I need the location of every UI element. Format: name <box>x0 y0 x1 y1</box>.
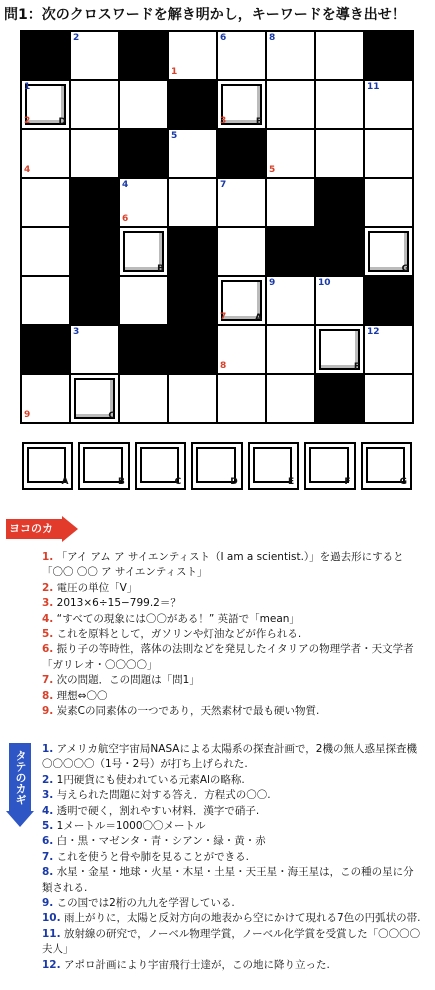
across-clue-number: 1 <box>171 67 178 77</box>
down-clue <box>42 896 422 911</box>
across-clue <box>42 689 422 704</box>
keyword-letter-box[interactable] <box>78 442 129 490</box>
grid-cell[interactable] <box>119 227 168 276</box>
grid-cell-black <box>21 31 70 80</box>
grid-cell[interactable] <box>217 276 266 325</box>
grid-cell[interactable] <box>217 178 266 227</box>
grid-cell[interactable] <box>168 31 217 80</box>
grid-cell[interactable] <box>364 227 413 276</box>
key-letter-label: F <box>353 362 360 372</box>
down-clue <box>42 850 422 865</box>
down-clue-number: 11 <box>367 82 380 92</box>
grid-cell-black <box>168 227 217 276</box>
keyword-letter-box[interactable] <box>191 442 242 490</box>
across-clue <box>42 642 422 673</box>
clue-number: 7. <box>42 850 54 863</box>
grid-cell-black <box>168 80 217 129</box>
grid-cell-black <box>266 227 315 276</box>
grid-cell[interactable] <box>70 129 119 178</box>
clue-text: これを原料として，ガソリンや灯油などが作られる. <box>56 628 302 641</box>
clue-text: 1円硬貨にも使われている元素Alの略称. <box>56 773 245 786</box>
clue-text: 白・黒・マゼンタ・青・シアン・緑・黄・赤 <box>56 835 266 848</box>
keyword-letter-inner <box>140 447 179 483</box>
clue-text: 与えられた問題に対する答え．方程式の〇〇. <box>56 789 271 802</box>
grid-cell-black <box>168 325 217 374</box>
across-clue-number: 4 <box>24 165 31 175</box>
grid-cell[interactable] <box>364 325 413 374</box>
down-clue <box>42 911 422 926</box>
keyword-letter-label: D <box>230 477 238 487</box>
grid-cell[interactable] <box>266 276 315 325</box>
grid-cell[interactable] <box>217 325 266 374</box>
clue-number: 8. <box>42 866 54 879</box>
across-clue <box>42 550 422 581</box>
grid-cell[interactable] <box>21 178 70 227</box>
grid-cell[interactable] <box>21 80 70 129</box>
crossword-grid <box>20 30 414 424</box>
across-clue <box>42 581 422 596</box>
grid-cell[interactable] <box>21 129 70 178</box>
grid-cell[interactable] <box>168 374 217 423</box>
grid-cell[interactable] <box>119 374 168 423</box>
down-clue <box>42 788 422 803</box>
grid-cell[interactable] <box>168 178 217 227</box>
across-clue <box>42 596 422 611</box>
grid-cell-black <box>364 276 413 325</box>
keyword-letter-box[interactable] <box>135 442 186 490</box>
keyword-letter-label: C <box>174 477 182 487</box>
keyword-letter-box[interactable] <box>304 442 355 490</box>
keyword-letter-label: B <box>117 477 125 487</box>
clue-number: 9. <box>42 705 54 718</box>
keyword-letter-box[interactable] <box>361 442 412 490</box>
grid-cell[interactable] <box>119 276 168 325</box>
down-clue <box>42 927 422 958</box>
grid-cell-black <box>70 276 119 325</box>
grid-cell-black <box>119 129 168 178</box>
down-clue <box>42 773 422 788</box>
key-letter-label: A <box>255 313 262 323</box>
across-clue-number: 6 <box>122 214 129 224</box>
clue-text: この国では2桁の九九を学習している. <box>56 897 235 910</box>
grid-cell-black <box>364 31 413 80</box>
down-clue <box>42 742 422 773</box>
down-clue-number: 6 <box>220 33 227 43</box>
down-clue <box>42 958 422 973</box>
down-clue-number: 1 <box>24 82 31 92</box>
across-label: ヨコのカギ <box>6 519 62 539</box>
down-clue <box>42 865 422 896</box>
grid-cell[interactable] <box>266 325 315 374</box>
grid-cell[interactable] <box>315 31 364 80</box>
across-clue-number: 9 <box>24 410 31 420</box>
down-clue <box>42 834 422 849</box>
clue-number: 6. <box>42 643 54 656</box>
grid-cell-black <box>119 31 168 80</box>
key-letter-label: G <box>401 264 409 274</box>
right-arrow-icon <box>62 516 78 542</box>
across-clue-number: 5 <box>269 165 276 175</box>
down-clue-number: 2 <box>73 33 80 43</box>
down-clue-number: 3 <box>73 327 80 337</box>
clue-text: 透明で硬く，割れやすい材料．漢字で硝子. <box>56 804 260 817</box>
grid-cell-black <box>217 129 266 178</box>
keyword-letter-box[interactable] <box>248 442 299 490</box>
clue-number: 5. <box>42 628 54 641</box>
keyword-letter-box[interactable] <box>22 442 73 490</box>
grid-cell[interactable] <box>266 178 315 227</box>
grid-cell[interactable] <box>364 80 413 129</box>
down-clue-number: 12 <box>367 327 380 337</box>
clue-text: 2013×6÷15−799.2＝？ <box>56 597 181 610</box>
across-clue-number: 3 <box>220 116 227 126</box>
down-clue-number: 7 <box>220 180 227 190</box>
grid-cell[interactable] <box>315 276 364 325</box>
clue-text: これを使うと骨や肺を見ることができる. <box>56 850 249 863</box>
grid-cell[interactable] <box>266 129 315 178</box>
down-clue <box>42 804 422 819</box>
across-clue-number: 2 <box>24 116 31 126</box>
grid-cell[interactable] <box>217 31 266 80</box>
puzzle-title: 問1：次のクロスワードを解き明かし，キーワードを導き出せ！ <box>4 7 406 23</box>
clue-text: 放射線の研究で，ノーベル物理学賞，ノーベル化学賞を受賞した「〇〇〇〇夫人」 <box>42 927 421 956</box>
keyword-letter-label: E <box>287 477 295 487</box>
grid-cell[interactable] <box>217 80 266 129</box>
across-clue-number: 7 <box>220 312 227 322</box>
keyword-letter-label: G <box>399 477 407 487</box>
clue-text: 水星・金星・地球・火星・木星・土星・天王星・海王星は，この種の星に分類される. <box>42 866 414 894</box>
down-clue <box>42 819 422 834</box>
grid-cell-black <box>70 178 119 227</box>
grid-cell[interactable] <box>70 80 119 129</box>
clue-number: 6. <box>42 835 54 848</box>
grid-cell[interactable] <box>217 374 266 423</box>
clue-text: 雨上がりに，太陽と反対方向の地表から空にかけて現れる7色の円弧状の帯. <box>63 912 421 925</box>
across-clue <box>42 612 422 627</box>
down-clue-number: 8 <box>269 33 276 43</box>
grid-cell[interactable] <box>119 178 168 227</box>
down-clue-number: 10 <box>318 278 331 288</box>
clue-text: 炭素Cの同素体の一つであり，天然素材で最も硬い物質. <box>56 705 320 718</box>
down-clue-list <box>42 742 422 973</box>
clue-number: 4. <box>42 804 54 817</box>
grid-cell[interactable] <box>315 325 364 374</box>
clue-number: 1. <box>42 743 54 755</box>
grid-cell[interactable] <box>21 276 70 325</box>
grid-cell[interactable] <box>364 374 413 423</box>
key-letter-label: B <box>157 264 164 274</box>
grid-cell-black <box>168 276 217 325</box>
clue-text: アメリカ航空宇宙局NASAによる太陽系の探査計画で，2機の無人惑星探査機〇〇〇〇〇（1号・2号）が打ち上げられた. <box>42 743 417 771</box>
grid-cell[interactable] <box>70 325 119 374</box>
grid-cell[interactable] <box>315 80 364 129</box>
grid-cell[interactable] <box>364 129 413 178</box>
across-clue-number: 8 <box>220 361 227 371</box>
clue-number: 1. <box>42 551 54 563</box>
keyword-letter-inner <box>83 447 122 483</box>
across-clue <box>42 627 422 642</box>
down-clue-number: 5 <box>171 131 178 141</box>
clue-number: 2. <box>42 773 54 786</box>
keyword-answer-row <box>20 440 414 492</box>
keyword-letter-label: F <box>344 477 351 487</box>
down-arrow-icon <box>6 811 34 827</box>
across-clue <box>42 673 422 688</box>
grid-cell[interactable] <box>21 227 70 276</box>
key-letter-label: C <box>108 411 115 421</box>
clue-number: 10. <box>42 912 61 925</box>
grid-cell-black <box>315 227 364 276</box>
clue-text: 1メートル＝1000〇〇メートル <box>56 820 206 833</box>
clue-number: 9. <box>42 897 54 910</box>
clue-text: 振り子の等時性，落体の法則などを発見したイタリアの物理学者・天文学者「ガリレオ・〇〇〇〇」 <box>42 643 414 671</box>
grid-cell-black <box>315 374 364 423</box>
clue-number: 11. <box>42 927 61 940</box>
keyword-letter-inner <box>253 447 292 483</box>
grid-cell-black <box>70 227 119 276</box>
clue-text: 電圧の単位「V」 <box>56 581 138 594</box>
grid-cell[interactable] <box>266 374 315 423</box>
clue-number: 3. <box>42 789 54 802</box>
grid-cell-black <box>119 325 168 374</box>
grid-cell[interactable] <box>119 80 168 129</box>
clue-number: 12. <box>42 958 61 971</box>
clue-text: “すべての現象には〇〇がある！” 英語で「mean」 <box>56 612 300 625</box>
clue-number: 4. <box>42 612 54 625</box>
clue-number: 5. <box>42 820 54 833</box>
grid-cell-black <box>21 325 70 374</box>
clue-text: 次の問題．この問題は「問1」 <box>56 674 200 687</box>
grid-cell[interactable] <box>364 178 413 227</box>
down-clue-number: 9 <box>269 278 276 288</box>
clue-number: 3. <box>42 597 54 610</box>
down-label: タテのカギ <box>9 743 31 811</box>
grid-cell[interactable] <box>217 227 266 276</box>
grid-cell[interactable] <box>168 129 217 178</box>
clue-text: 理想⇔〇〇 <box>56 689 108 702</box>
keyword-letter-label: A <box>61 477 69 487</box>
grid-cell[interactable] <box>70 31 119 80</box>
grid-cell[interactable] <box>266 31 315 80</box>
down-clues-banner <box>6 743 34 829</box>
grid-cell[interactable] <box>266 80 315 129</box>
clue-number: 2. <box>42 581 54 594</box>
key-letter-label: D <box>58 117 66 127</box>
grid-cell-black <box>315 178 364 227</box>
clue-number: 7. <box>42 674 54 687</box>
clue-text: 「アイ アム ア サイエンティスト（I am a scientist.）」を過去形にすると「〇〇 〇〇 ア サイエンティスト」 <box>42 551 404 579</box>
keyword-letter-inner <box>309 447 348 483</box>
clue-text: アポロ計画により宇宙飛行士達が，この地に降り立った. <box>63 958 330 971</box>
down-clue-number: 4 <box>122 180 129 190</box>
grid-cell[interactable] <box>21 374 70 423</box>
key-letter-label: E <box>255 117 262 127</box>
across-clues-banner <box>6 516 78 555</box>
clue-number: 8. <box>42 689 54 702</box>
across-clue-list <box>42 550 422 719</box>
across-clue <box>42 704 422 719</box>
grid-cell[interactable] <box>315 129 364 178</box>
grid-cell[interactable] <box>70 374 119 423</box>
